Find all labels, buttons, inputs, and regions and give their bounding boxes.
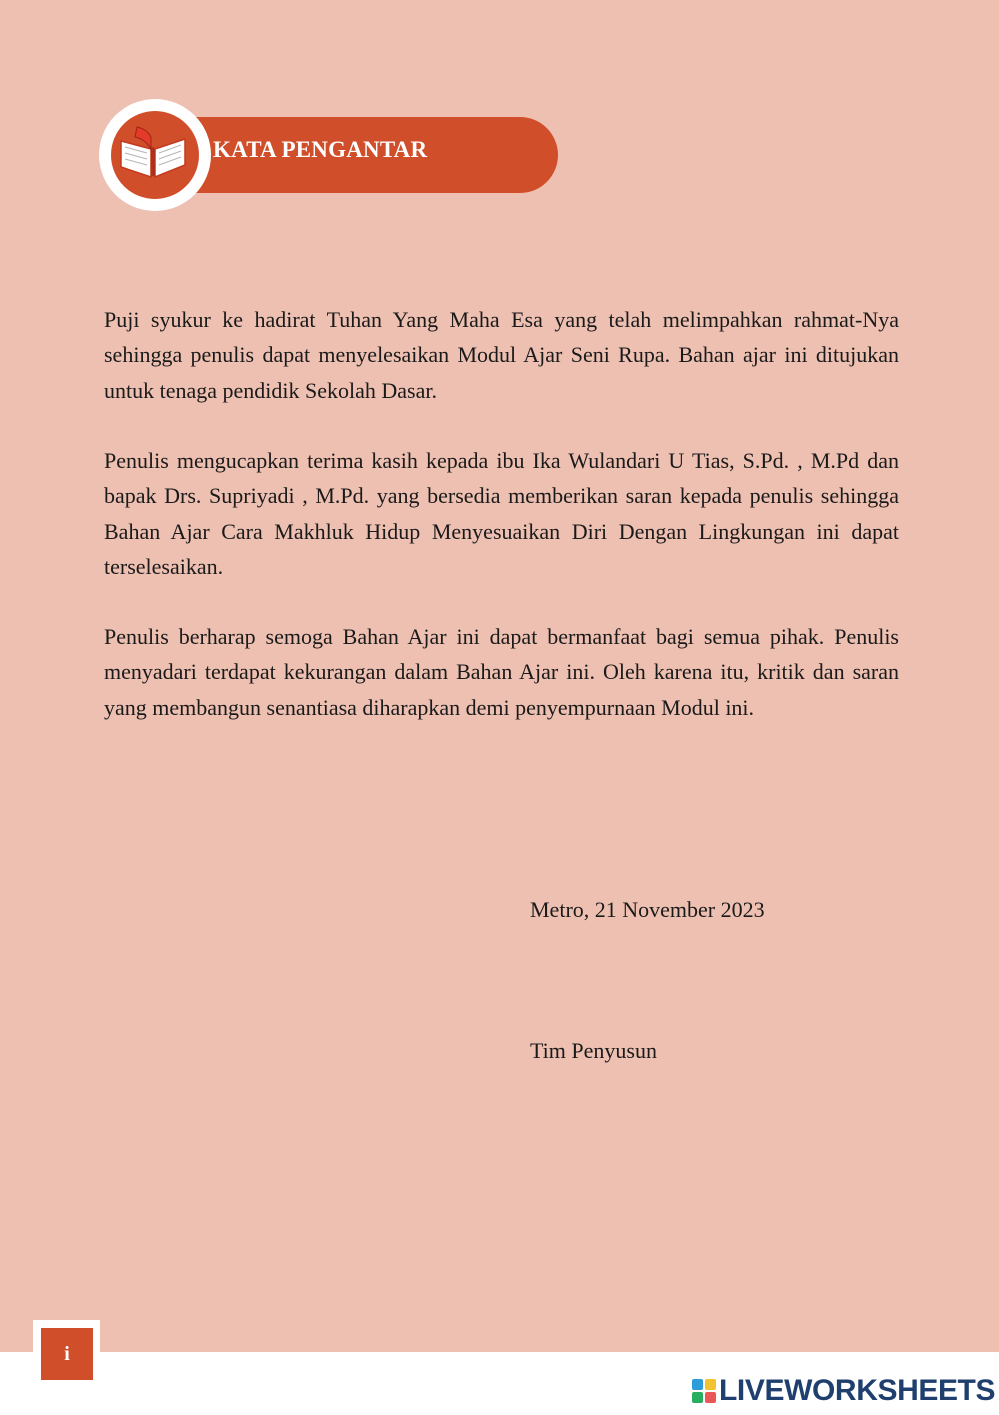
brand-name: LIVEWORKSHEETS [719, 1374, 996, 1407]
open-book-icon [117, 123, 189, 179]
closing-signature: Tim Penyusun [530, 1038, 657, 1063]
paragraph-thanks: Penulis mengucapkan terima kasih kepada ibu Ika Wulandari U Tias, S.Pd. , M.Pd dan bapak Drs. Supriyadi , M.Pd. yang bersedia memberikan saran kepada penulis sehingga Bahan Ajar Cara Makhluk Hidup Menyesuaikan Diri Dengan Lingkungan ini dapat terselesaikan. [104, 448, 899, 580]
page-number: i [41, 1328, 93, 1380]
liveworksheets-logo-icon [692, 1379, 716, 1403]
closing-date: Metro, 21 November 2023 [530, 897, 765, 922]
page-title: KATA PENGANTAR [213, 137, 428, 162]
paragraph-intro: Puji syukur ke hadirat Tuhan Yang Maha Esa yang telah melimpahkan rahmat-Nya sehingga penulis dapat menyelesaikan Modul Ajar Seni Rupa. Bahan ajar ini ditujukan untuk tenaga pendidik Sekolah Dasar. [104, 307, 899, 403]
paragraph-hope: Penulis berharap semoga Bahan Ajar ini dapat bermanfaat bagi semua pihak. Penulis menyadari terdapat kekurangan dalam Bahan Ajar ini. Oleh karena itu, kritik dan saran yang membangun senantiasa diharapkan demi penyempurnaan Modul ini. [104, 624, 899, 720]
liveworksheets-brand[interactable] [692, 1376, 995, 1406]
